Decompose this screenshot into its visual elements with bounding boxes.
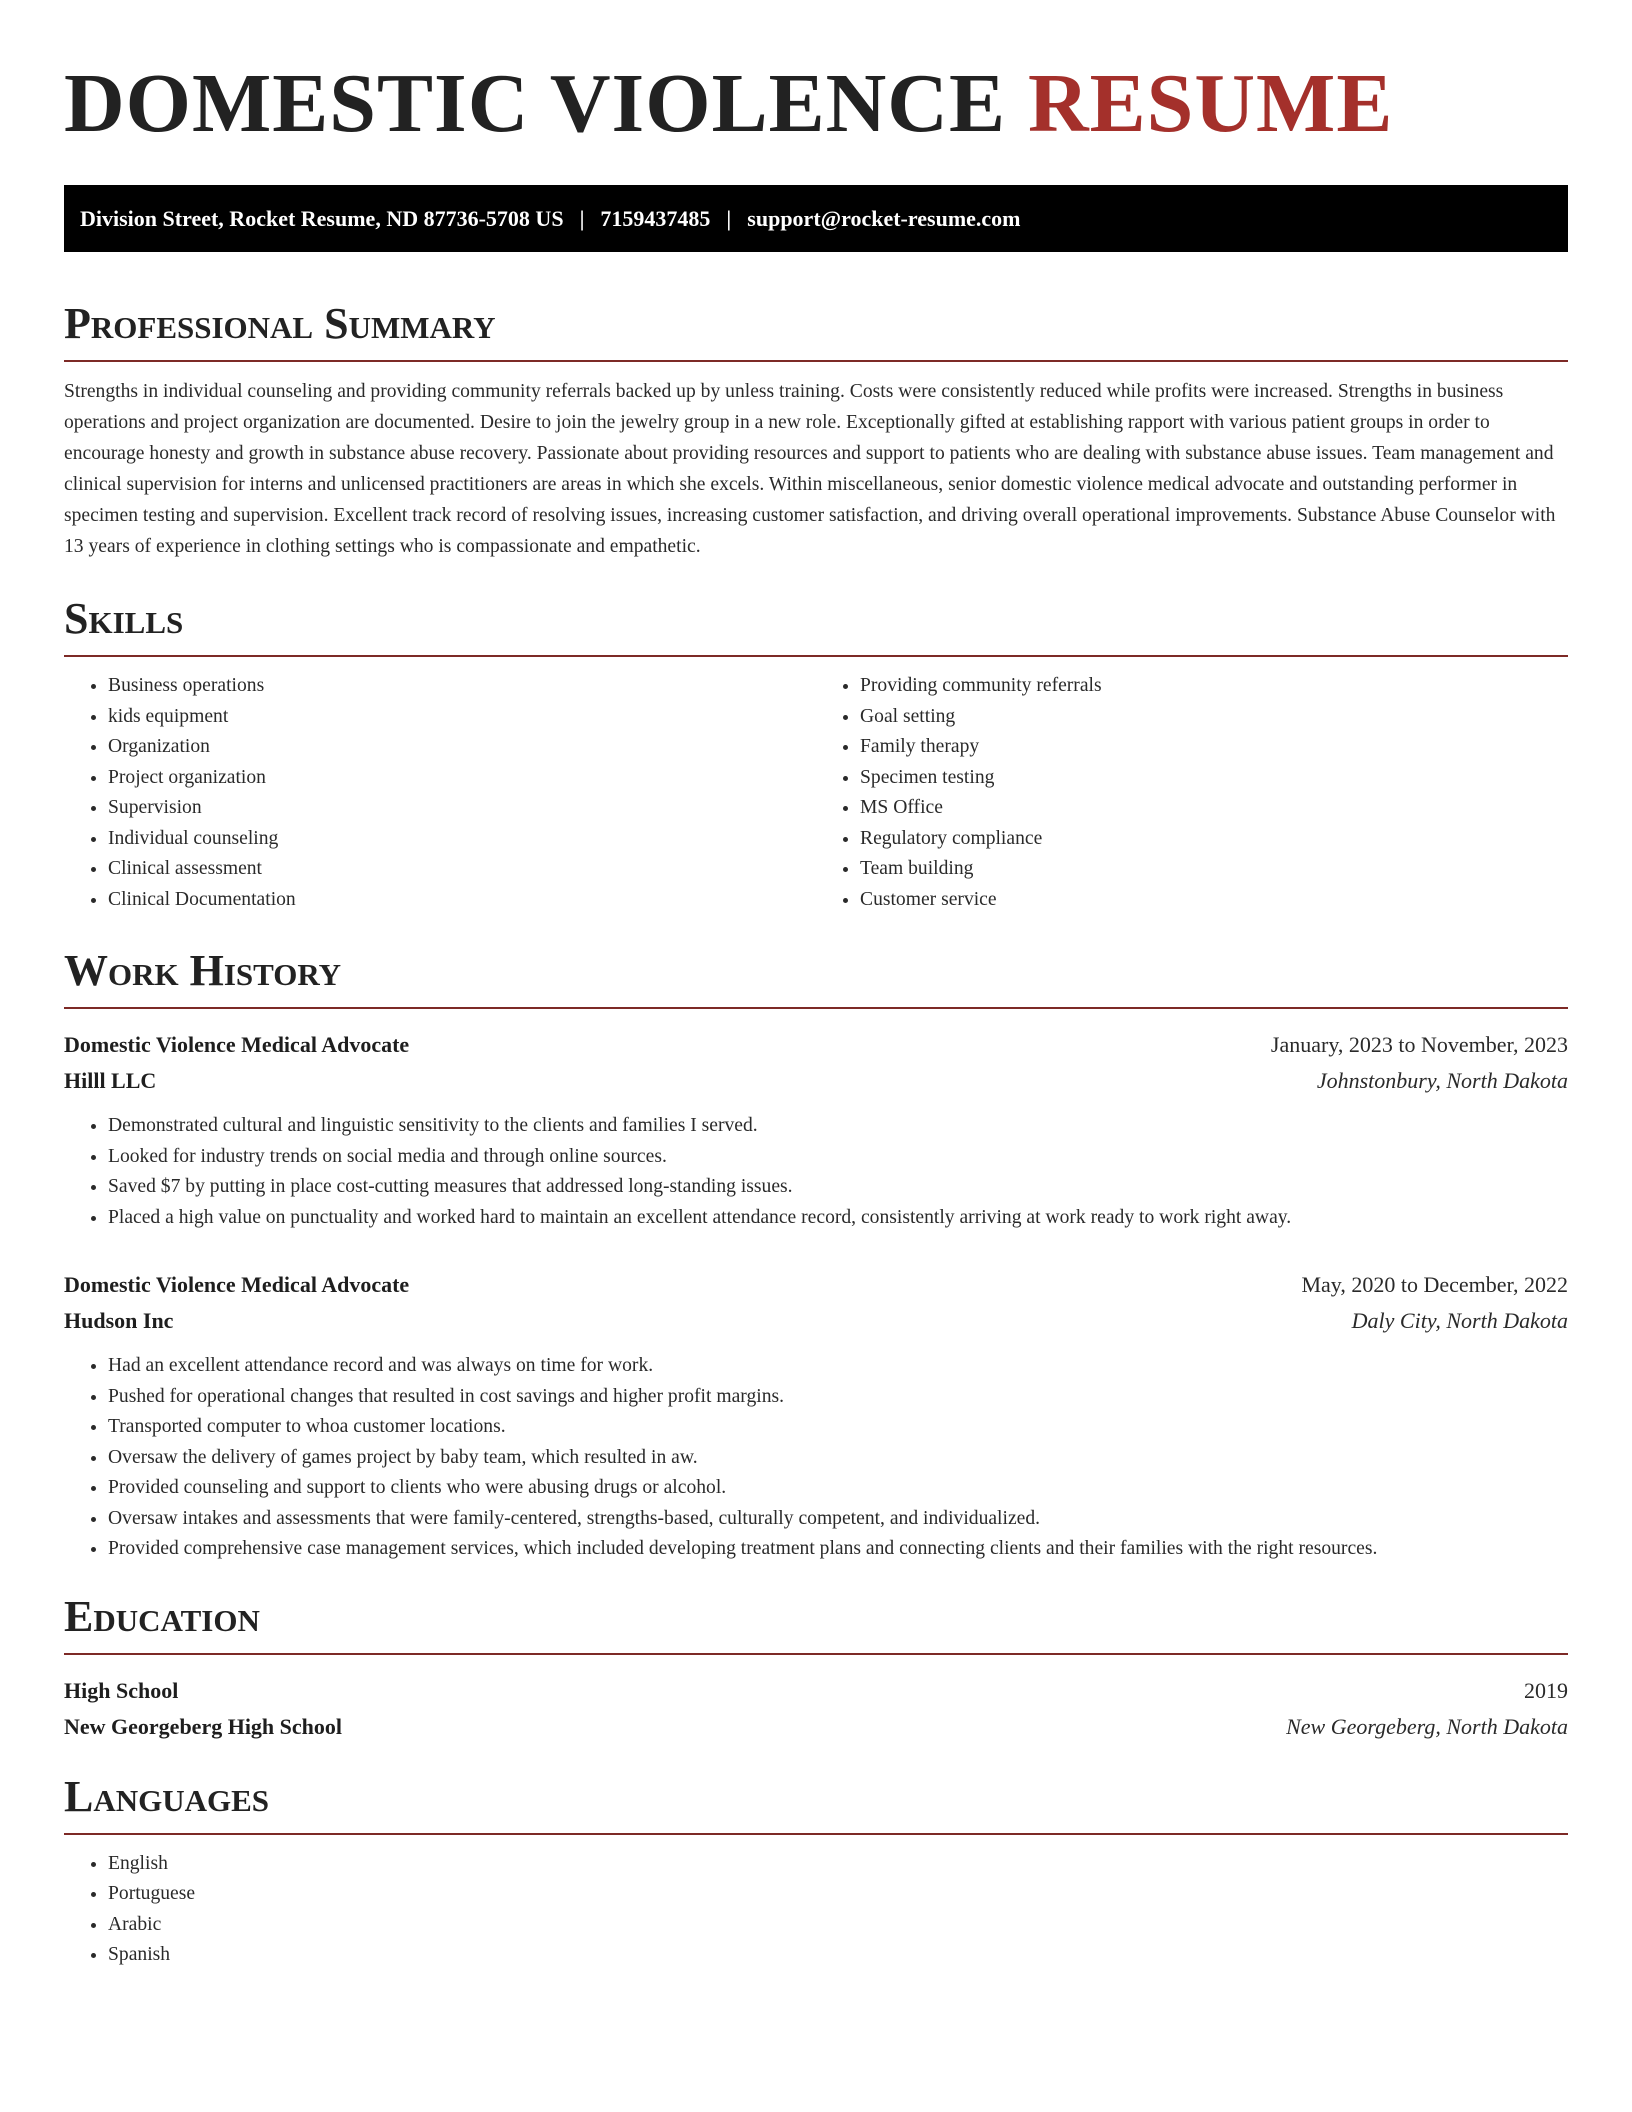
title-main: DOMESTIC VIOLENCE — [64, 57, 1006, 150]
section-heading-education: Education — [64, 1595, 1568, 1655]
skills-list — [64, 671, 1568, 915]
job-company-row — [64, 1303, 1568, 1339]
job-location: Daly City, North Dakota — [1351, 1308, 1568, 1333]
job-company: Hilll LLC — [64, 1068, 157, 1093]
job-header-row — [64, 1027, 1568, 1063]
job-bullet: • Placed a high value on punctuality and worked hard to maintain an excellent attendance record, consistently arriving at work ready to work right away. — [108, 1203, 1568, 1234]
education-degree-row — [64, 1673, 1568, 1709]
skill-item: • Providing community referrals — [860, 671, 1568, 702]
skill-item: • Supervision — [108, 793, 816, 824]
section-heading-summary: Professional Summary — [64, 302, 1568, 362]
education-entry — [64, 1673, 1568, 1745]
language-item: • Portuguese — [108, 1879, 1568, 1910]
skill-item: • Clinical Documentation — [108, 885, 816, 916]
skill-item: • Regulatory compliance — [860, 824, 1568, 855]
section-heading-work: Work History — [64, 949, 1568, 1009]
job-header-row — [64, 1267, 1568, 1303]
job-bullet: • Saved $7 by putting in place cost-cutting measures that addressed long-standing issues. — [108, 1172, 1568, 1203]
job-title: Domestic Violence Medical Advocate — [64, 1272, 410, 1297]
skill-item: • Business operations — [108, 671, 816, 702]
contact-separator: | — [579, 205, 585, 231]
job-bullet: • Oversaw the delivery of games project by baby team, which resulted in aw. — [108, 1443, 1568, 1474]
resume-title — [64, 57, 1568, 150]
language-item: • Arabic — [108, 1910, 1568, 1941]
job-entry — [64, 1267, 1568, 1565]
skill-item: • Customer service — [860, 885, 1568, 916]
job-dates: May, 2020 to December, 2022 — [1301, 1272, 1568, 1297]
contact-phone[interactable]: 7159437485 — [600, 205, 711, 231]
job-location: Johnstonbury, North Dakota — [1316, 1068, 1568, 1093]
education-school-row — [64, 1709, 1568, 1745]
job-bullets — [64, 1111, 1568, 1233]
contact-bar — [64, 185, 1568, 252]
job-bullet: • Transported computer to whoa customer locations. — [108, 1412, 1568, 1443]
skill-item: • Team building — [860, 854, 1568, 885]
job-bullet: • Provided counseling and support to clients who were abusing drugs or alcohol. — [108, 1473, 1568, 1504]
job-dates: January, 2023 to November, 2023 — [1270, 1032, 1568, 1057]
title-accent: RESUME — [1027, 57, 1394, 150]
job-bullet: • Oversaw intakes and assessments that were family-centered, strengths-based, culturally competent, and individualized. — [108, 1504, 1568, 1535]
language-item: • Spanish — [108, 1940, 1568, 1971]
skills-column-right — [816, 671, 1568, 915]
skill-item: • Individual counseling — [108, 824, 816, 855]
summary-text: Strengths in individual counseling and providing community referrals backed up by unless training. Costs were consistently reduced while profits were increased. Strengths in business operations and project organization are documented. Desire to join the jewelry group in a new role. Exceptionally gifted at establishing rapport with various patient groups in order to encourage honesty and growth in substance abuse recovery. Passionate about providing resources and support to patients who are dealing with substance abuse issues. Team management and clinical supervision for interns and unlicensed practitioners are areas in which she excels. Within miscellaneous, senior domestic violence medical advocate and outstanding performer in specimen testing and supervision. Excellent track record of resolving issues, increasing customer satisfaction, and driving overall operational improvements. Substance Abuse Counselor with 13 years of experience in clothing settings who is compassionate and empathetic. — [64, 381, 1556, 557]
education-year: 2019 — [1524, 1677, 1568, 1703]
job-bullet: • Had an excellent attendance record and was always on time for work. — [108, 1351, 1568, 1382]
contact-address: Division Street, Rocket Resume, ND 87736-5708 US — [80, 205, 564, 231]
job-company-row — [64, 1063, 1568, 1099]
skill-item: • MS Office — [860, 793, 1568, 824]
job-company: Hudson Inc — [64, 1308, 174, 1333]
education-degree: High School — [64, 1677, 179, 1703]
job-bullet: • Provided comprehensive case management services, which included developing treatment plans and connecting clients and their families with the right resources. — [108, 1534, 1568, 1565]
languages-list — [64, 1849, 1568, 1971]
skill-item: • Project organization — [108, 763, 816, 794]
skills-column-left — [64, 671, 816, 915]
section-heading-languages: Languages — [64, 1775, 1568, 1835]
skill-item: • Clinical assessment — [108, 854, 816, 885]
job-bullets — [64, 1351, 1568, 1565]
job-bullet: • Looked for industry trends on social media and through online sources. — [108, 1142, 1568, 1173]
section-heading-skills: Skills — [64, 597, 1568, 657]
skill-item: • Goal setting — [860, 702, 1568, 733]
job-title: Domestic Violence Medical Advocate — [64, 1032, 410, 1057]
job-entry — [64, 1027, 1568, 1233]
skill-item: • Organization — [108, 732, 816, 763]
contact-email[interactable]: support@rocket-resume.com — [747, 205, 1021, 231]
contact-separator: | — [726, 205, 732, 231]
job-bullet: • Demonstrated cultural and linguistic sensitivity to the clients and families I served. — [108, 1111, 1568, 1142]
language-item: • English — [108, 1849, 1568, 1880]
education-location: New Georgeberg, North Dakota — [1286, 1713, 1568, 1739]
skill-item: • Family therapy — [860, 732, 1568, 763]
skill-item: • Specimen testing — [860, 763, 1568, 794]
education-school: New Georgeberg High School — [64, 1713, 343, 1739]
job-bullet: • Pushed for operational changes that resulted in cost savings and higher profit margins. — [108, 1382, 1568, 1413]
resume-page — [64, 0, 1568, 1971]
skill-item: • kids equipment — [108, 702, 816, 733]
